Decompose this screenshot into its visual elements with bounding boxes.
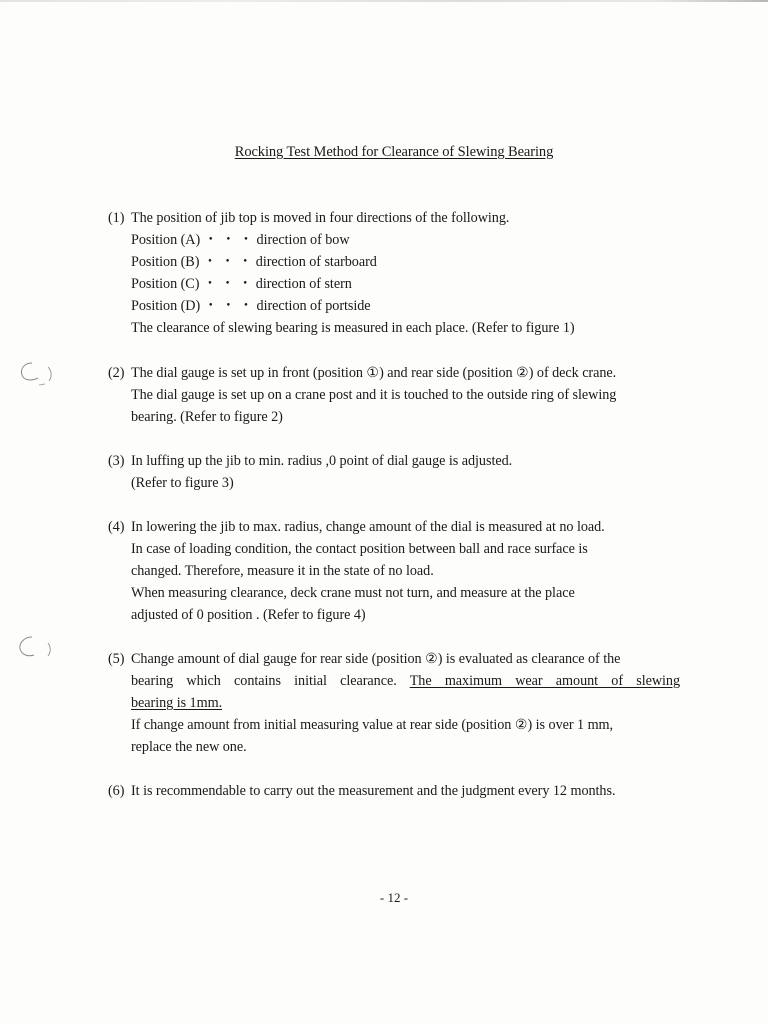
list-item-2 (108, 362, 688, 428)
emphasized-text: bearing is 1mm. (131, 695, 223, 711)
item-line: Position (D) ・ ・ ・ direction of portside (131, 298, 371, 314)
item-number: (2) (108, 365, 125, 381)
list-item-4 (108, 516, 688, 626)
item-line: Change amount of dial gauge for rear side (position ②) is evaluated as clearance of the (131, 651, 621, 667)
item-line: The dial gauge is set up on a crane post and it is touched to the outside ring of slewing (131, 387, 617, 403)
item-text: bearing which contains initial clearance. (131, 673, 410, 689)
item-line: replace the new one. (131, 739, 247, 755)
scan-top-edge (0, 0, 768, 2)
page-number: - 12 - (379, 890, 409, 905)
item-line: In case of loading condition, the contact position between ball and race surface is (131, 541, 588, 557)
item-line: bearing. (Refer to figure 2) (131, 409, 283, 425)
item-line: Position (B) ・ ・ ・ direction of starboard (131, 254, 377, 270)
emphasized-text: The maximum wear amount of slewing (409, 673, 681, 689)
list-item-6 (108, 780, 688, 802)
item-number: (5) (108, 651, 125, 667)
item-line: The dial gauge is set up in front (position ①) and rear side (position ②) of deck crane. (131, 365, 617, 381)
item-number: (1) (108, 210, 125, 226)
item-line: In luffing up the jib to min. radius ,0 point of dial gauge is adjusted. (131, 453, 513, 469)
item-line (108, 692, 680, 714)
item-line: The position of jib top is moved in four directions of the following. (131, 210, 510, 226)
item-line: Position (A) ・ ・ ・ direction of bow (131, 232, 350, 248)
item-line (108, 670, 680, 692)
document-title: Rocking Test Method for Clearance of Slewing Bearing (234, 144, 554, 160)
item-line: When measuring clearance, deck crane must not turn, and measure at the place (131, 585, 575, 601)
item-line: Position (C) ・ ・ ・ direction of stern (131, 276, 352, 292)
list-item-5 (108, 648, 680, 758)
item-number: (6) (108, 783, 125, 799)
list-item-3 (108, 450, 688, 494)
punch-hole-icon (16, 633, 46, 663)
item-line: If change amount from initial measuring value at rear side (position ②) is over 1 mm, (131, 717, 614, 733)
item-line: The clearance of slewing bearing is measured in each place. (Refer to figure 1) (131, 320, 575, 336)
item-line: adjusted of 0 position . (Refer to figure 4) (131, 607, 366, 623)
item-line: changed. Therefore, measure it in the state of no load. (131, 563, 434, 579)
item-number: (4) (108, 519, 125, 535)
punch-hole-icon (18, 357, 48, 387)
item-line: In lowering the jib to max. radius, change amount of the dial is measured at no load. (131, 519, 605, 535)
item-number: (3) (108, 453, 125, 469)
item-line: (Refer to figure 3) (131, 475, 234, 491)
item-line: It is recommendable to carry out the measurement and the judgment every 12 months. (131, 783, 616, 799)
list-item-1 (108, 207, 688, 339)
